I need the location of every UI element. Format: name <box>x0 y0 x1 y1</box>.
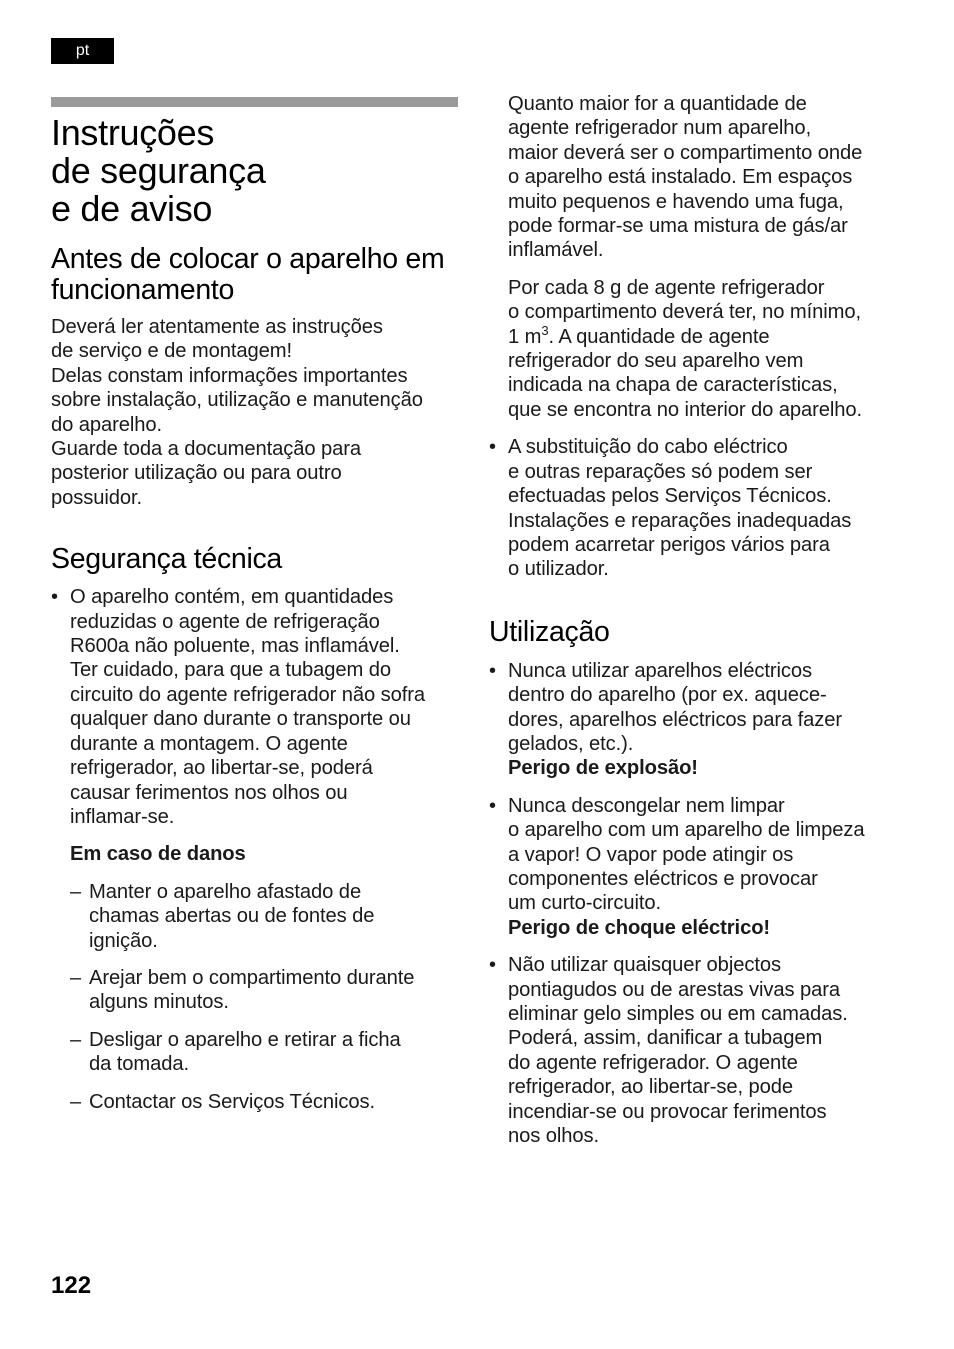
bullet-mark: • <box>489 794 497 817</box>
room-volume-text-b: . A quantidade de agente refrigerador do seu aparelho vem indicada na chapa de características, que se encontra no interior do aparelho. <box>508 325 863 421</box>
list-item <box>489 435 909 581</box>
electric-shock-warning: Perigo de choque eléctrico! <box>508 916 771 939</box>
damage-step-text: Arejar bem o compartimento durante alguns minutos. <box>89 966 415 1014</box>
repairs-text: A substituição do cabo eléctrico e outras reparações só podem ser efectuadas pelos Serviços Técnicos. Instalações e reparações inadequadas podem acarretar perigos vários para o utilizador. <box>508 436 852 581</box>
damage-label: Em caso de danos <box>70 843 246 866</box>
language-tag: pt <box>51 38 114 64</box>
bullet-mark: • <box>51 586 59 609</box>
list-item <box>51 1090 463 1114</box>
bullet-mark: • <box>489 659 497 682</box>
page-number: 122 <box>51 1272 92 1299</box>
section-heading-usage: Utilização <box>489 615 610 648</box>
usage-text: Não utilizar quaisquer objectos pontiagudos ou de arestas vivas para eliminar gelo simples ou em camadas. Poderá, assim, danificar a tubagem do agente refrigerador. O agente refrigerador, ao libertar-se, pode incendiar-se ou provocar ferimentos nos olhos. <box>508 954 848 1148</box>
dash-mark: – <box>70 880 82 903</box>
list-item <box>51 966 463 1015</box>
explosion-warning: Perigo de explosão! <box>508 757 698 780</box>
superscript: 3 <box>541 322 549 338</box>
list-item <box>489 659 909 781</box>
page-title: Instruções de segurança e de aviso <box>51 112 266 229</box>
dash-mark: – <box>70 966 82 989</box>
title-rule <box>51 97 458 107</box>
damage-step-text: Desligar o aparelho e retirar a ficha da tomada. <box>89 1028 401 1076</box>
dash-mark: – <box>70 1090 82 1113</box>
right-column <box>489 92 909 1148</box>
damage-step-text: Manter o aparelho afastado de chamas abertas ou de fontes de ignição. <box>89 880 375 952</box>
list-item <box>489 794 909 940</box>
left-column <box>51 114 463 1114</box>
bullet-mark: • <box>489 954 497 977</box>
list-item <box>51 880 463 953</box>
bullet-mark: • <box>489 436 497 459</box>
room-volume-text-a: Por cada 8 g de agente refrigerador o compartimento deverá ter, no mínimo, 1 m <box>508 276 862 348</box>
refrigerant-quantity-paragraph: Quanto maior for a quantidade de agente refrigerador num aparelho, maior deverá ser o compartimento onde o aparelho está instalado. Em espaços muito pequenos e havendo uma fuga, pode formar-se uma mistura de gás/ar inflamável. <box>508 93 863 262</box>
room-volume-paragraph <box>489 276 909 422</box>
usage-text: Nunca utilizar aparelhos eléctricos dentro do aparelho (por ex. aquece- dores, aparelhos eléctricos para fazer gelados, etc.). <box>508 659 842 755</box>
damage-step-text: Contactar os Serviços Técnicos. <box>89 1090 376 1113</box>
section-heading-technical-safety: Segurança técnica <box>51 543 282 576</box>
section-heading-before-use: Antes de colocar o aparelho em funcionamento <box>51 243 445 306</box>
usage-text: Nunca descongelar nem limpar o aparelho com um aparelho de limpeza a vapor! O vapor pode atingir os componentes eléctricos e provocar um curto-circuito. <box>508 794 865 915</box>
list-item <box>51 585 463 829</box>
dash-mark: – <box>70 1028 82 1051</box>
list-item <box>51 1028 463 1077</box>
list-item <box>489 953 909 1148</box>
before-use-paragraph: Deverá ler atentamente as instruções de serviço e de montagem! Delas constam informações importantes sobre instalação, utilização e manutenção do aparelho. Guarde toda a documentação para posterior utilização ou para outro possuidor. <box>51 316 423 509</box>
refrigerant-warning-text: O aparelho contém, em quantidades reduzidas o agente de refrigeração R600a não poluente, mas inflamável. Ter cuidado, para que a tubagem do circuito do agente refrigerador não sofra qualquer dano durante o transporte ou durante a montagem. O agente refrigerador, ao libertar-se, poderá causar ferimentos nos olhos ou inflamar-se. <box>70 586 425 828</box>
